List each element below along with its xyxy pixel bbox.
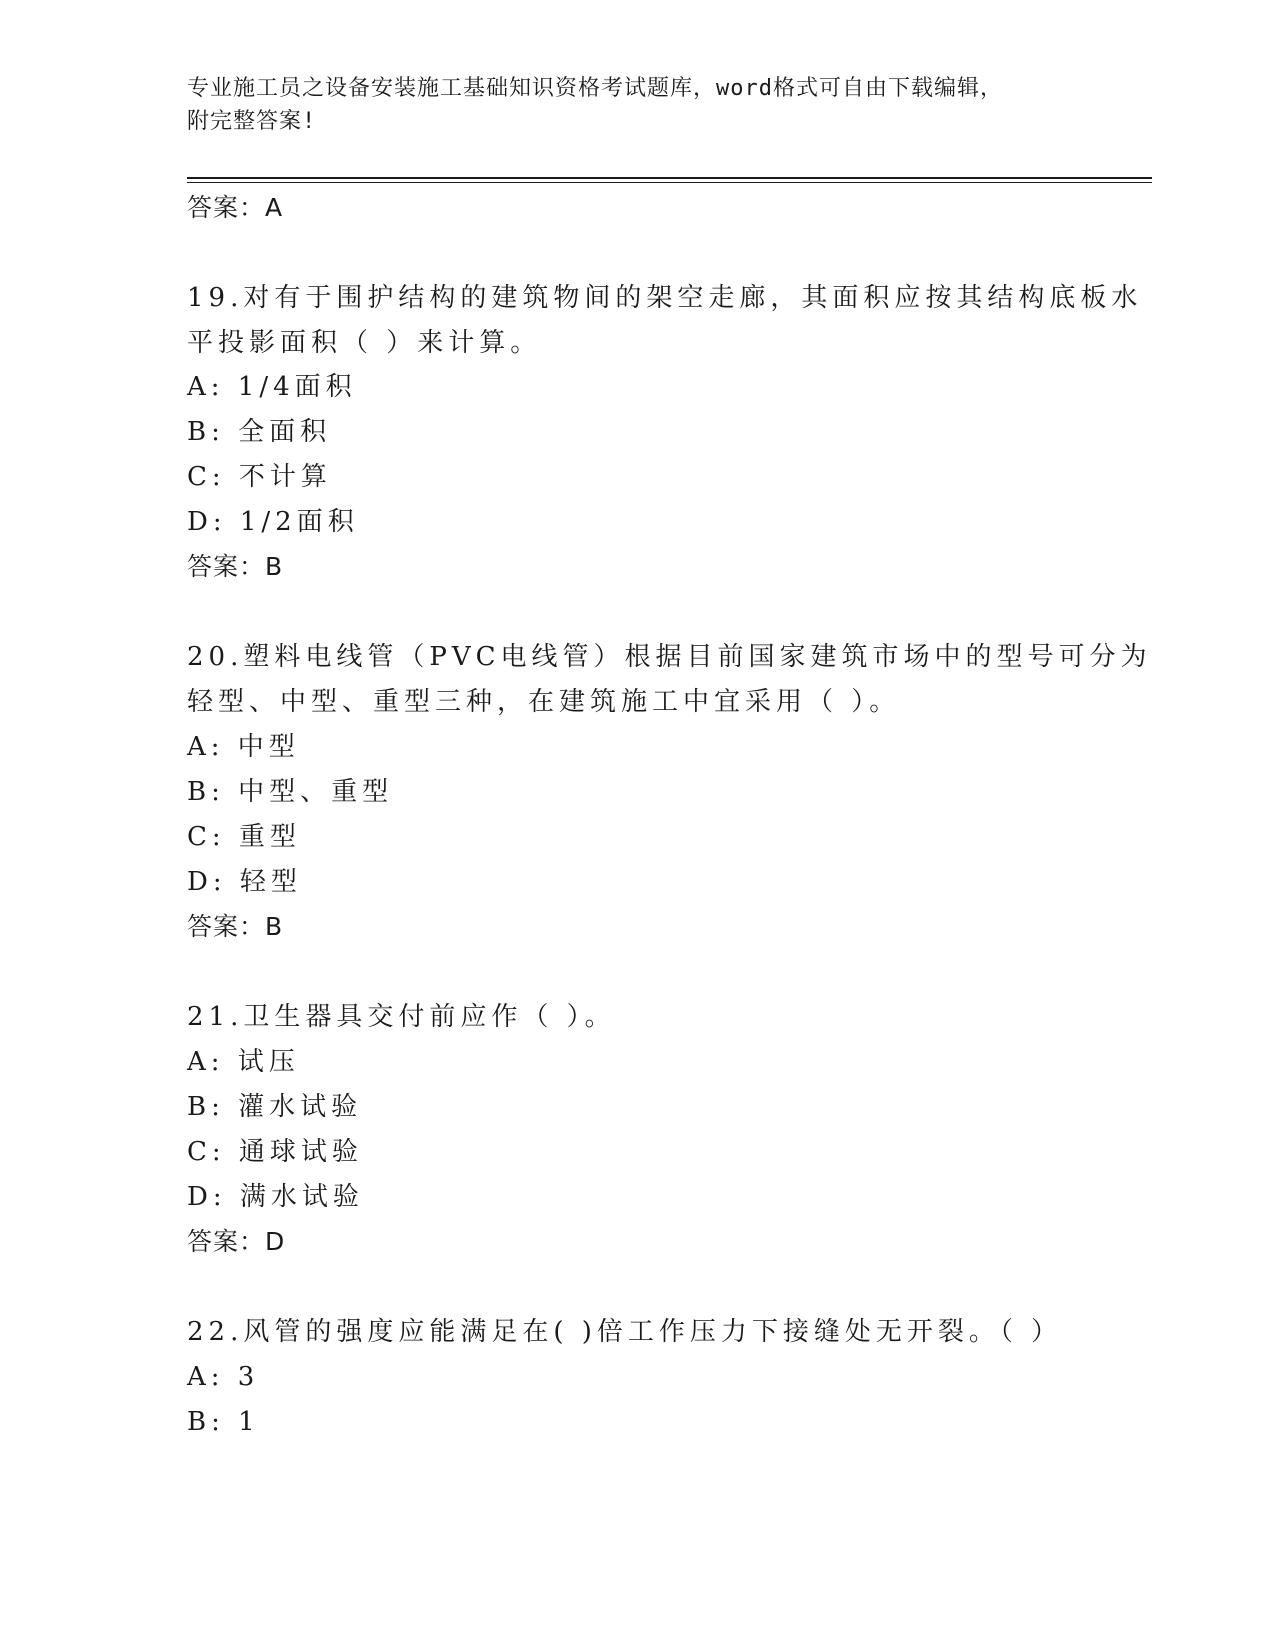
question-19-option-d: D: 1/2面积 — [187, 507, 359, 537]
question-22-option-a: A: 3 — [187, 1362, 260, 1392]
question-19-line-1: 19.对有于围护结构的建筑物间的架空走廊，其面积应按其结构底板水 — [187, 283, 1143, 313]
question-19-line-2: 平投影面积（ ）来计算。 — [187, 328, 542, 358]
question-21-option-c: C: 通球试验 — [187, 1137, 363, 1167]
question-22-line-1: 22.风管的强度应能满足在( )倍工作压力下接缝处无开裂。（ ） — [187, 1317, 1063, 1347]
question-20-option-c: C: 重型 — [187, 822, 301, 852]
previous-answer: 答案：A — [187, 193, 284, 222]
question-19-option-a: A: 1/4面积 — [187, 372, 357, 402]
question-19-option-c: C: 不计算 — [187, 462, 332, 492]
question-19-answer: 答案：B — [187, 552, 284, 581]
question-21-option-b: B: 灌水试验 — [187, 1092, 363, 1122]
header-rule-thick — [187, 177, 1152, 179]
question-20-option-b: B: 中型、重型 — [187, 777, 394, 807]
question-21-option-a: A: 试压 — [187, 1047, 300, 1077]
question-20-line-1: 20.塑料电线管（PVC电线管）根据目前国家建筑市场中的型号可分为 — [187, 642, 1152, 672]
question-21-line-1: 21.卫生器具交付前应作（ ）。 — [187, 1002, 616, 1032]
document-header — [187, 72, 1067, 138]
question-19-option-b: B: 全面积 — [187, 417, 332, 447]
question-22-option-b: B: 1 — [187, 1407, 260, 1437]
question-20-answer: 答案：B — [187, 912, 284, 941]
question-20-option-d: D: 轻型 — [187, 867, 302, 897]
question-21-answer: 答案：D — [187, 1227, 286, 1256]
header-rule-thin — [187, 182, 1152, 183]
header-line-2: 附完整答案! — [187, 109, 317, 134]
header-line-1: 专业施工员之设备安装施工基础知识资格考试题库，word格式可自由下载编辑， — [187, 76, 1003, 101]
question-20-line-2: 轻型、中型、重型三种，在建筑施工中宜采用（ ）。 — [187, 687, 901, 717]
question-20-option-a: A: 中型 — [187, 732, 300, 762]
question-21-option-d: D: 满水试验 — [187, 1182, 364, 1212]
